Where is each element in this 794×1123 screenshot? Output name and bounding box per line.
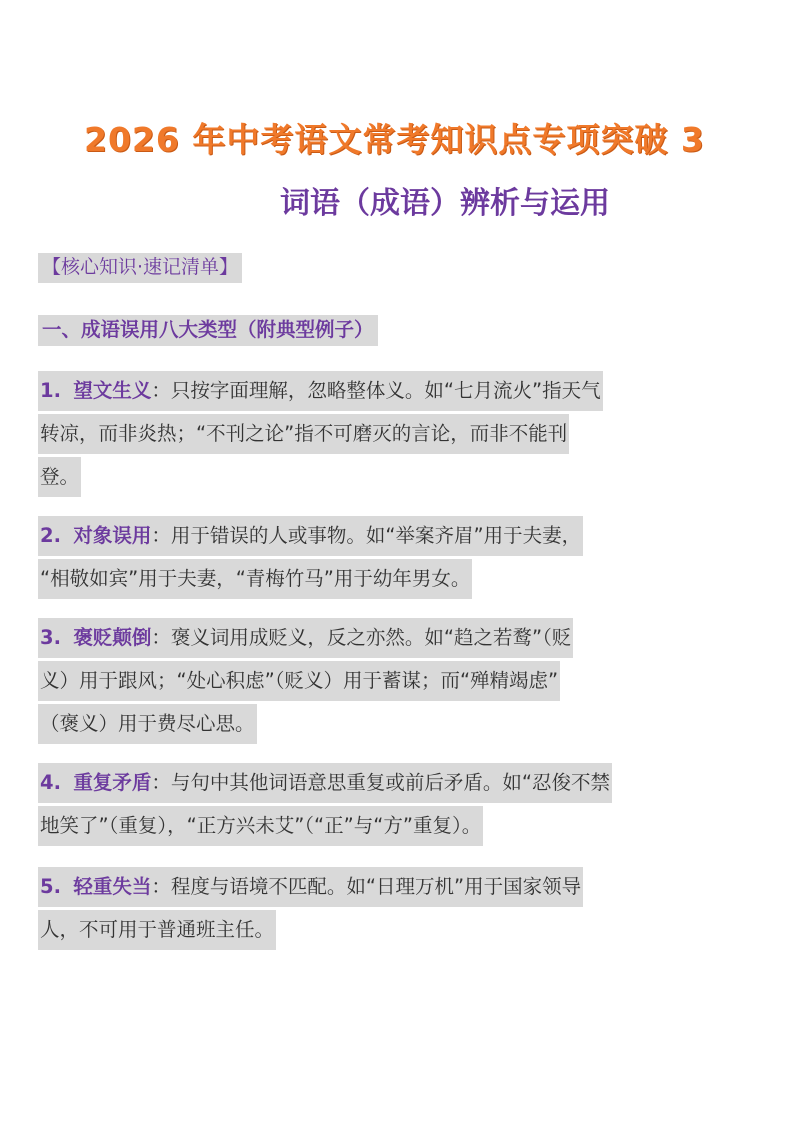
item-number: 5. — [40, 875, 61, 898]
list-item — [38, 369, 758, 498]
list-item — [38, 616, 758, 745]
list-item — [38, 761, 758, 847]
item-text-line: 义）用于跟风；“处心积虑”（贬义）用于蓄谋；而“殚精竭虑” — [38, 661, 560, 701]
item-text-line: 登。 — [38, 457, 81, 497]
item-number: 4. — [40, 771, 61, 794]
list-item — [38, 514, 758, 600]
item-text-line: ：褒义词用成贬义，反之亦然。如“趋之若鹜”（贬 — [151, 626, 572, 649]
item-term: 轻重失当 — [73, 875, 152, 898]
document-subtitle: 词语（成语）辨析与运用 — [280, 186, 610, 221]
document-title: 2026 年中考语文常考知识点专项突破 3 — [84, 120, 705, 159]
item-number: 2. — [40, 524, 61, 547]
item-text-line: （褒义）用于费尽心思。 — [38, 704, 257, 744]
item-term: 望文生义 — [73, 379, 152, 402]
item-number: 1. — [40, 379, 61, 402]
section-label-text: 【核心知识·速记清单】 — [38, 253, 242, 283]
item-text-line: 人，不可用于普通班主任。 — [38, 910, 276, 950]
section-label — [38, 252, 242, 279]
section-heading-text: 一、成语误用八大类型（附典型例子） — [38, 315, 378, 346]
item-text-line: “相敬如宾”用于夫妻，“青梅竹马”用于幼年男女。 — [38, 559, 472, 599]
item-text-line: ：只按字面理解，忽略整体义。如“七月流火”指天气 — [151, 379, 601, 402]
item-text-line: ：用于错误的人或事物。如“举案齐眉”用于夫妻， — [151, 524, 582, 547]
item-number: 3. — [40, 626, 61, 649]
item-term: 褒贬颠倒 — [73, 626, 152, 649]
item-text-line: ：程度与语境不匹配。如“日理万机”用于国家领导 — [151, 875, 582, 898]
item-text-line: 转凉，而非炎热；“不刊之论”指不可磨灭的言论，而非不能刊 — [38, 414, 569, 454]
list-item — [38, 865, 758, 951]
item-text-line: ：与句中其他词语意思重复或前后矛盾。如“忍俊不禁 — [151, 771, 611, 794]
item-term: 重复矛盾 — [73, 771, 152, 794]
item-term: 对象误用 — [73, 524, 152, 547]
section-heading — [38, 314, 378, 342]
item-text-line: 地笑了”（重复），“正方兴未艾”（“正”与“方”重复）。 — [38, 806, 483, 846]
